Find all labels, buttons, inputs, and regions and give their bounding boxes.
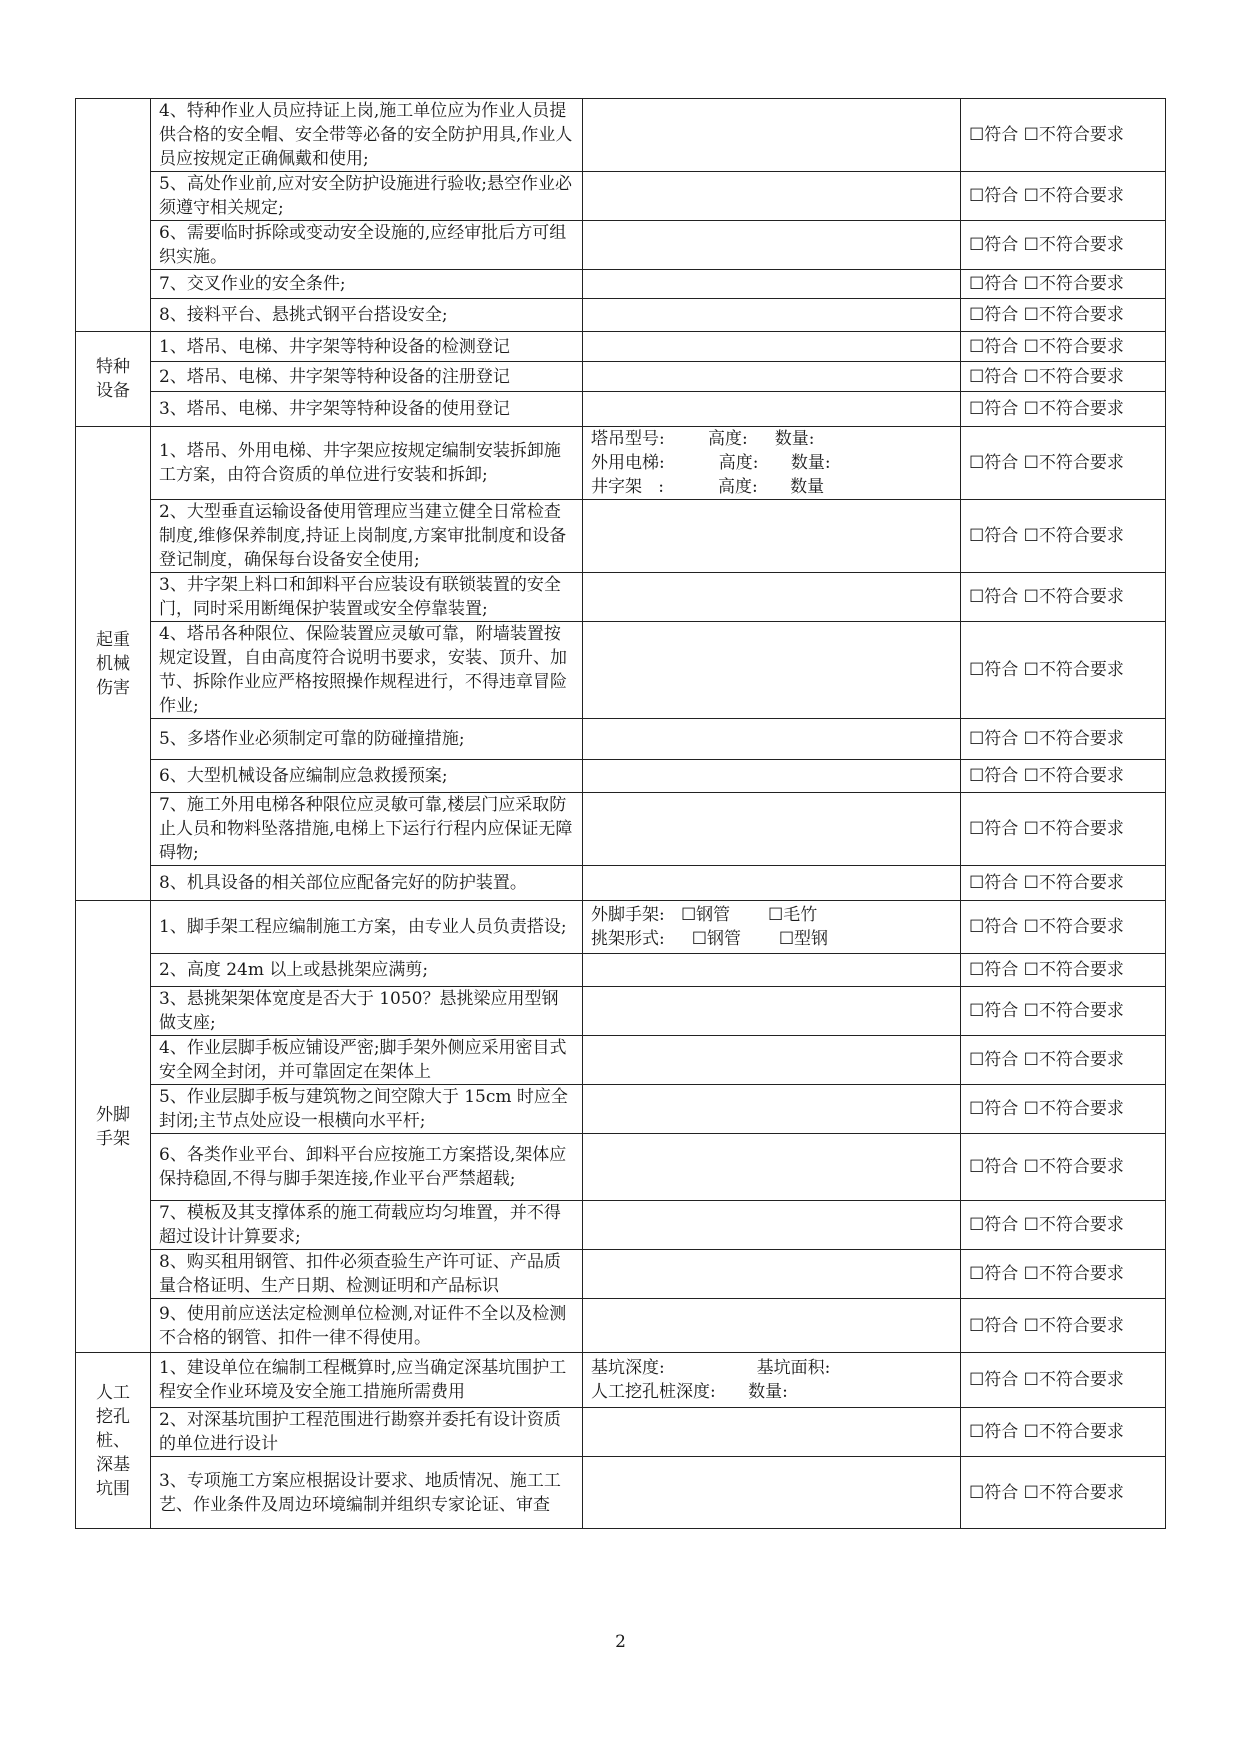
compliance-checkboxes[interactable]: ☐符合 ☐不符合要求 [961,573,1166,622]
requirement-text: 3、塔吊、电梯、井字架等特种设备的使用登记 [151,392,583,427]
requirement-text: 2、高度 24m 以上或悬挑架应满剪; [151,954,583,987]
category-label: 特种 设备 [96,357,130,401]
inspection-note[interactable] [583,1036,961,1085]
inspection-note[interactable] [583,1408,961,1457]
compliance-checkboxes[interactable]: ☐符合 ☐不符合要求 [961,1134,1166,1201]
requirement-text: 6、各类作业平台、卸料平台应按施工方案搭设,架体应保持稳固,不得与脚手架连接,作业平台严禁超载; [151,1134,583,1201]
inspection-note[interactable] [583,362,961,392]
requirement-text: 8、购买租用钢管、扣件必须查验生产许可证、产品质量合格证明、生产日期、检测证明和产品标识 [151,1250,583,1299]
requirement-text: 7、交叉作业的安全条件; [151,270,583,299]
compliance-checkboxes[interactable]: ☐符合 ☐不符合要求 [961,760,1166,793]
inspection-note[interactable] [583,1299,961,1353]
table-row [76,1201,1166,1250]
requirement-text: 2、塔吊、电梯、井字架等特种设备的注册登记 [151,362,583,392]
compliance-checkboxes[interactable]: ☐符合 ☐不符合要求 [961,392,1166,427]
table-row [76,1250,1166,1299]
table-row [76,719,1166,760]
compliance-checkboxes[interactable]: ☐符合 ☐不符合要求 [961,901,1166,954]
compliance-checkboxes[interactable]: ☐符合 ☐不符合要求 [961,362,1166,392]
inspection-note[interactable] [583,500,961,573]
table-row [76,500,1166,573]
compliance-checkboxes[interactable]: ☐符合 ☐不符合要求 [961,99,1166,172]
inspection-note[interactable]: 外脚手架: ☐钢管 ☐毛竹 挑架形式: ☐钢管 ☐型钢 [583,901,961,954]
compliance-checkboxes[interactable]: ☐符合 ☐不符合要求 [961,270,1166,299]
compliance-checkboxes[interactable]: ☐符合 ☐不符合要求 [961,221,1166,270]
compliance-checkboxes[interactable]: ☐符合 ☐不符合要求 [961,1201,1166,1250]
compliance-checkboxes[interactable]: ☐符合 ☐不符合要求 [961,299,1166,332]
table-row [76,1085,1166,1134]
inspection-note[interactable] [583,1250,961,1299]
requirement-text: 1、塔吊、外用电梯、井字架应按规定编制安装拆卸施工方案，由符合资质的单位进行安装和拆卸; [151,427,583,500]
requirement-text: 4、作业层脚手板应铺设严密;脚手架外侧应采用密目式安全网全封闭，并可靠固定在架体上 [151,1036,583,1085]
table-row [76,1036,1166,1085]
table-row [76,901,1166,954]
table-row [76,987,1166,1036]
compliance-checkboxes[interactable]: ☐符合 ☐不符合要求 [961,1085,1166,1134]
table-row [76,1134,1166,1201]
table-row [76,392,1166,427]
requirement-text: 5、高处作业前,应对安全防护设施进行验收;悬空作业必须遵守相关规定; [151,172,583,221]
compliance-checkboxes[interactable]: ☐符合 ☐不符合要求 [961,1299,1166,1353]
table-row [76,760,1166,793]
category-cell [76,901,151,1353]
inspection-note[interactable] [583,270,961,299]
inspection-note[interactable] [583,221,961,270]
inspection-note[interactable] [583,954,961,987]
compliance-checkboxes[interactable]: ☐符合 ☐不符合要求 [961,719,1166,760]
requirement-text: 6、大型机械设备应编制应急救援预案; [151,760,583,793]
compliance-checkboxes[interactable]: ☐符合 ☐不符合要求 [961,1250,1166,1299]
requirement-text: 3、悬挑架架体宽度是否大于 1050？悬挑梁应用型钢做支座; [151,987,583,1036]
compliance-checkboxes[interactable]: ☐符合 ☐不符合要求 [961,332,1166,362]
table-row [76,172,1166,221]
table-row [76,954,1166,987]
inspection-note[interactable] [583,332,961,362]
inspection-note[interactable] [583,719,961,760]
compliance-checkboxes[interactable]: ☐符合 ☐不符合要求 [961,172,1166,221]
table-row [76,573,1166,622]
inspection-note[interactable]: 塔吊型号: 高度: 数量: 外用电梯: 高度: 数量: 井字架 : 高度: 数量 [583,427,961,500]
inspection-note[interactable] [583,573,961,622]
inspection-note[interactable]: 基坑深度: 基坑面积: 人工挖孔桩深度: 数量: [583,1353,961,1408]
compliance-checkboxes[interactable]: ☐符合 ☐不符合要求 [961,793,1166,866]
category-cell [76,332,151,427]
table-row [76,1299,1166,1353]
requirement-text: 7、施工外用电梯各种限位应灵敏可靠,楼层门应采取防止人员和物料坠落措施,电梯上下运行行程内应保证无障碍物; [151,793,583,866]
requirement-text: 3、井字架上料口和卸料平台应装设有联锁装置的安全门，同时采用断绳保护装置或安全停靠装置; [151,573,583,622]
category-cell [76,1353,151,1529]
requirement-text: 2、对深基坑围护工程范围进行勘察并委托有设计资质的单位进行设计 [151,1408,583,1457]
requirement-text: 5、多塔作业必须制定可靠的防碰撞措施; [151,719,583,760]
inspection-table [75,98,1166,1529]
requirement-text: 1、脚手架工程应编制施工方案，由专业人员负责搭设; [151,901,583,954]
compliance-checkboxes[interactable]: ☐符合 ☐不符合要求 [961,427,1166,500]
inspection-note[interactable] [583,1457,961,1529]
compliance-checkboxes[interactable]: ☐符合 ☐不符合要求 [961,1457,1166,1529]
inspection-note[interactable] [583,866,961,901]
table-row [76,299,1166,332]
table-row [76,362,1166,392]
table-row [76,866,1166,901]
requirement-text: 9、使用前应送法定检测单位检测,对证件不全以及检测不合格的钢管、扣件一律不得使用。 [151,1299,583,1353]
inspection-note[interactable] [583,793,961,866]
category-label: 外脚 手架 [96,1104,130,1149]
requirement-text: 1、塔吊、电梯、井字架等特种设备的检测登记 [151,332,583,362]
inspection-note[interactable] [583,299,961,332]
requirement-text: 3、专项施工方案应根据设计要求、地质情况、施工工艺、作业条件及周边环境编制并组织专家论证、审查 [151,1457,583,1529]
requirement-text: 2、大型垂直运输设备使用管理应当建立健全日常检查制度,维修保养制度,持证上岗制度,方案审批制度和设备登记制度，确保每台设备安全使用; [151,500,583,573]
requirement-text: 7、模板及其支撑体系的施工荷载应均匀堆置，并不得超过设计计算要求; [151,1201,583,1250]
category-label: 人工 挖孔 桩、 深基 坑围 [96,1382,130,1499]
requirement-text: 8、机具设备的相关部位应配备完好的防护装置。 [151,866,583,901]
table-row [76,1408,1166,1457]
category-cell [76,99,151,332]
table-row [76,99,1166,172]
inspection-note[interactable] [583,1085,961,1134]
compliance-checkboxes[interactable]: ☐符合 ☐不符合要求 [961,987,1166,1036]
requirement-text: 4、塔吊各种限位、保险装置应灵敏可靠，附墙装置按规定设置，自由高度符合说明书要求，安装、顶升、加节、拆除作业应严格按照操作规程进行，不得违章冒险作业; [151,622,583,719]
table-row [76,221,1166,270]
inspection-note[interactable] [583,760,961,793]
requirement-text: 5、作业层脚手板与建筑物之间空隙大于 15cm 时应全封闭;主节点处应设一根横向水平杆; [151,1085,583,1134]
requirement-text: 6、需要临时拆除或变动安全设施的,应经审批后方可组织实施。 [151,221,583,270]
category-label: 起重 机械 伤害 [96,629,130,698]
category-cell [76,427,151,901]
table-row [76,427,1166,500]
compliance-checkboxes[interactable]: ☐符合 ☐不符合要求 [961,1353,1166,1408]
requirement-text: 8、接料平台、悬挑式钢平台搭设安全; [151,299,583,332]
inspection-note[interactable] [583,987,961,1036]
compliance-checkboxes[interactable]: ☐符合 ☐不符合要求 [961,1036,1166,1085]
compliance-checkboxes[interactable]: ☐符合 ☐不符合要求 [961,866,1166,901]
table-row [76,622,1166,719]
compliance-checkboxes[interactable]: ☐符合 ☐不符合要求 [961,1408,1166,1457]
inspection-note[interactable] [583,392,961,427]
inspection-note[interactable] [583,99,961,172]
table-row [76,332,1166,362]
compliance-checkboxes[interactable]: ☐符合 ☐不符合要求 [961,954,1166,987]
requirement-text: 4、特种作业人员应持证上岗,施工单位应为作业人员提供合格的安全帽、安全带等必备的安全防护用具,作业人员应按规定正确佩戴和使用; [151,99,583,172]
compliance-checkboxes[interactable]: ☐符合 ☐不符合要求 [961,622,1166,719]
compliance-checkboxes[interactable]: ☐符合 ☐不符合要求 [961,500,1166,573]
inspection-note[interactable] [583,1201,961,1250]
table-row [76,793,1166,866]
requirement-text: 1、建设单位在编制工程概算时,应当确定深基坑围护工程安全作业环境及安全施工措施所需费用 [151,1353,583,1408]
table-row [76,270,1166,299]
inspection-note[interactable] [583,622,961,719]
inspection-note[interactable] [583,1134,961,1201]
table-row [76,1457,1166,1529]
page-number: 2 [615,1632,626,1652]
table-row [76,1353,1166,1408]
inspection-note[interactable] [583,172,961,221]
